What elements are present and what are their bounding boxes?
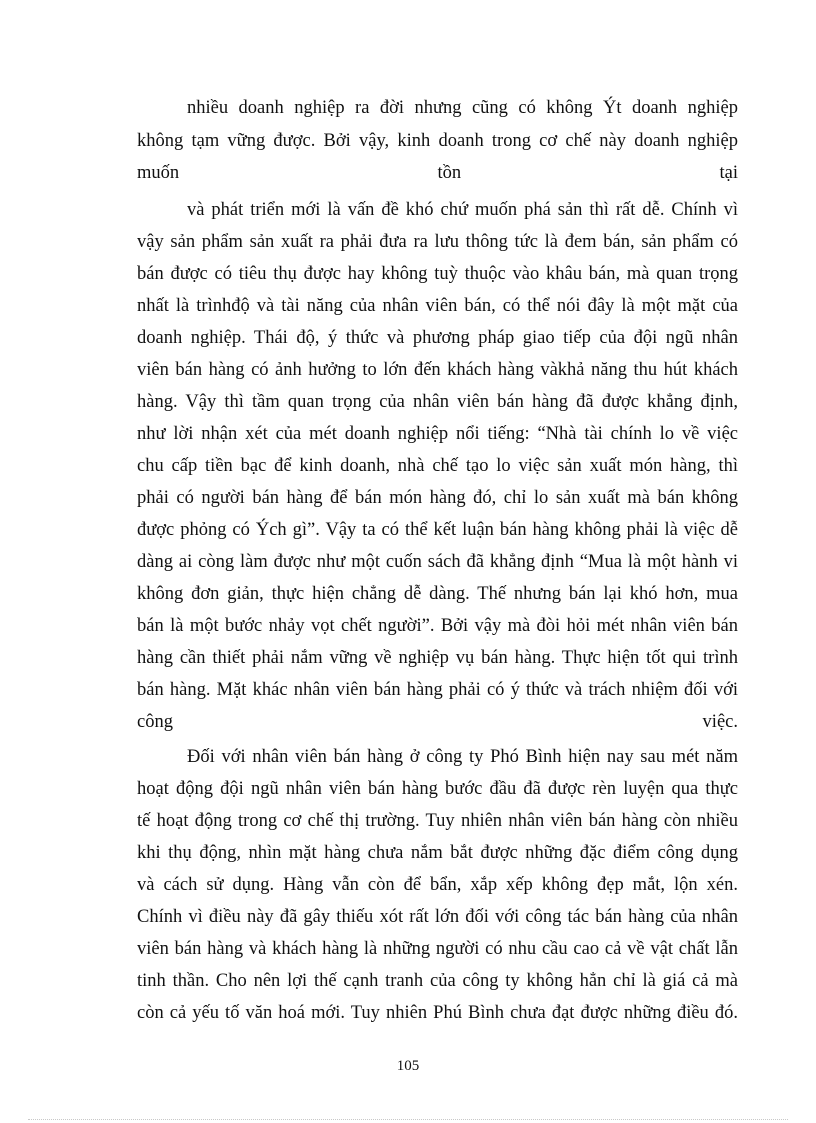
text-line: dàng ai còng làm được như một cuốn sách đã khẳng định “Mua là một hành vi	[137, 552, 738, 572]
text-line: bán được có tiêu thụ được hay không tuỳ thuộc vào khâu bán, mà quan trọng	[137, 264, 738, 284]
text-line: và cách sử dụng. Hàng vẫn còn để bẩn, xắp xếp không đẹp mắt, lộn xén.	[137, 875, 738, 895]
text-line: được phỏng có Ých gì”. Vậy ta có thể kết luận bán hàng không phải là việc dễ	[137, 520, 738, 540]
text-line: nhất là trìnhđộ và tài năng của nhân viên bán, có thể nói đây là một mặt của	[137, 296, 738, 316]
page-number: 105	[396, 1058, 420, 1074]
text-line: nhiều doanh nghiệp ra đời nhưng cũng có không Ýt doanh nghiệp	[187, 98, 738, 118]
text-line: viên bán hàng có ảnh hưởng to lớn đến khách hàng vàkhả năng thu hút khách	[137, 360, 738, 380]
text-line: phải có người bán hàng để bán món hàng đó, chỉ lo sản xuất mà bán không	[137, 488, 738, 508]
text-line: khi thụ động, nhìn mặt hàng chưa nắm bắt được những đặc điểm công dụng	[137, 843, 738, 863]
text-line: muốn tồn tại	[137, 163, 738, 183]
text-line: Đối với nhân viên bán hàng ở công ty Phó Bình hiện nay sau mét năm	[187, 747, 738, 767]
text-line: không đơn giản, thực hiện chẳng dễ dàng. Thế nhưng bán lại khó hơn, mua	[137, 584, 738, 604]
text-line: tinh thần. Cho nên lợi thế cạnh tranh của công ty không hẳn chỉ là giá cả mà	[137, 971, 738, 991]
text-line: bán hàng. Mặt khác nhân viên bán hàng phải có ý thức và trách nhiệm đối với	[137, 680, 738, 700]
text-line: chu cấp tiền bạc để kinh doanh, nhà chế tạo lo việc sản xuất món hàng, thì	[137, 456, 738, 476]
text-line: công việc.	[137, 712, 738, 732]
text-line: bán là một bước nhảy vọt chết người”. Bởi vậy mà đòi hỏi mét nhân viên bán	[137, 616, 738, 636]
text-line: doanh nghiệp. Thái độ, ý thức và phương pháp giao tiếp của đội ngũ nhân	[137, 328, 738, 348]
text-line: tế hoạt động trong cơ chế thị trường. Tuy nhiên nhân viên bán hàng còn nhiều	[137, 811, 738, 831]
text-line: hàng cần thiết phải nắm vững về nghiệp vụ bán hàng. Thực hiện tốt qui trình	[137, 648, 738, 668]
text-line: hàng. Vậy thì tầm quan trọng của nhân viên bán hàng đã được khẳng định,	[137, 392, 738, 412]
text-line: vậy sản phẩm sản xuất ra phải đưa ra lưu thông tức là đem bán, sản phẩm có	[137, 232, 738, 252]
text-line: còn cả yếu tố văn hoá mới. Tuy nhiên Phú Bình chưa đạt được những điều đó.	[137, 1003, 738, 1023]
text-line: và phát triển mới là vấn đề khó chứ muốn phá sản thì rất dễ. Chính vì	[187, 200, 738, 220]
text-line: Chính vì điều này đã gây thiếu xót rất lớn đối với công tác bán hàng của nhân	[137, 907, 738, 927]
text-line: hoạt động đội ngũ nhân viên bán hàng bước đầu đã được rèn luyện qua thực	[137, 779, 738, 799]
text-line: viên bán hàng và khách hàng là những người có nhu cầu cao cả về vật chất lẫn	[137, 939, 738, 959]
text-line: không tạm vững được. Bởi vậy, kinh doanh trong cơ chế này doanh nghiệp	[137, 131, 738, 151]
text-line: như lời nhận xét của mét doanh nghiệp nổi tiếng: “Nhà tài chính lo về việc	[137, 424, 738, 444]
page-bottom-divider	[28, 1119, 788, 1120]
